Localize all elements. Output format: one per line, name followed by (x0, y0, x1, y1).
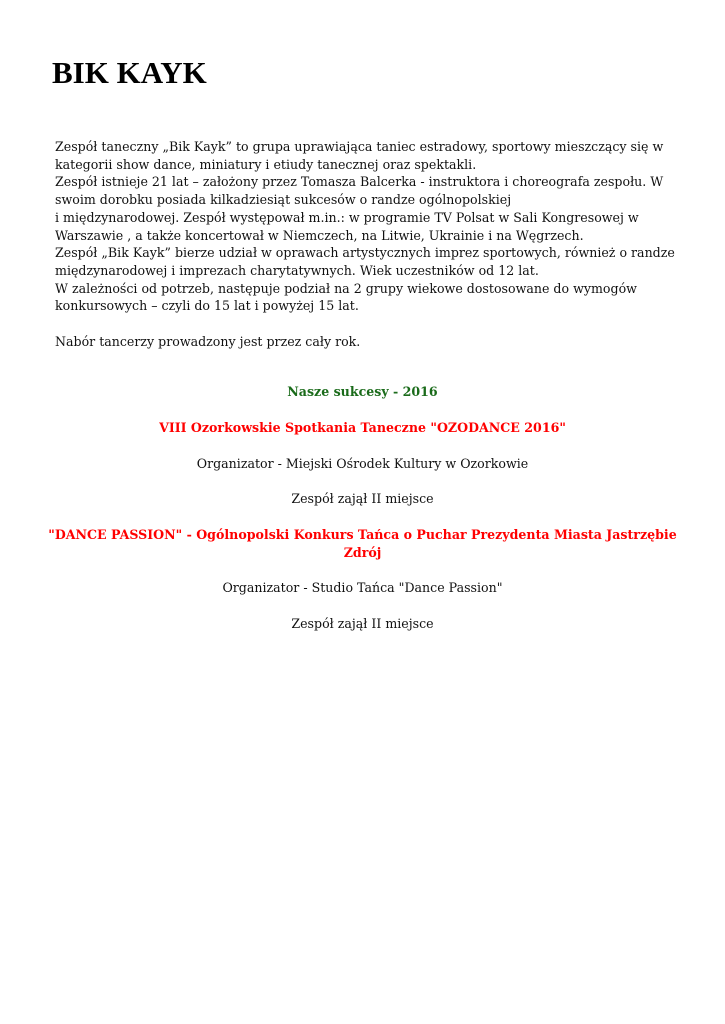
intro-line: i międzynarodowej. Zespół występował m.in.: w programie TV Polsat w Sali Kongresowej w (55, 209, 639, 225)
event-title-ozodance (40, 419, 685, 437)
event-organizer-dance-passion: Organizator - Studio Tańca "Dance Passion" (222, 580, 503, 595)
intro-line: międzynarodowej i imprezach charytatywnych. Wiek uczestników od 12 lat. (55, 262, 539, 278)
intro-line: swoim dorobku posiada kilkadziesiąt sukcesów o randze ogólnopolskiej (55, 192, 512, 208)
intro-paragraph (55, 138, 675, 315)
event-result-dance-passion: Zespół zajął II miejsce (291, 616, 434, 631)
page-title: BIK KAYK (52, 55, 207, 90)
event-title-line: "DANCE PASSION" - Ogólnopolski Konkurs Tańca o Puchar Prezydenta Miasta Jastrzębie (48, 527, 677, 542)
intro-line: W zależności od potrzeb, następuje podział na 2 grupy wiekowe dostosowane do wymogów (55, 280, 637, 296)
intro-line: konkursowych – czyli do 15 lat i powyżej 15 lat. (55, 298, 359, 314)
intro-line: Zespół taneczny „Bik Kayk” to grupa uprawiająca taniec estradowy, sportowy mieszczący się w (55, 139, 664, 154)
event-result-ozodance: Zespół zajął II miejsce (291, 491, 434, 506)
event-title-dance-passion (40, 526, 685, 561)
event-title-line: VIII Ozorkowskie Spotkania Taneczne "OZODANCE 2016" (159, 420, 566, 435)
event-title-line: Zdrój (343, 544, 382, 560)
recruitment-note: Nabór tancerzy prowadzony jest przez cały rok. (55, 334, 361, 349)
intro-line: Zespół istnieje 21 lat – założony przez Tomasza Balcerka - instruktora i choreografa zespołu. W (55, 174, 664, 190)
intro-line: Warszawie , a także koncertował w Niemczech, na Litwie, Ukrainie i na Węgrzech. (55, 227, 584, 243)
event-organizer-ozodance: Organizator - Miejski Ośrodek Kultury w Ozorkowie (196, 456, 529, 471)
successes-heading: Nasze sukcesy - 2016 (287, 384, 438, 399)
intro-line: kategorii show dance, miniatury i etiudy tanecznej oraz spektakli. (55, 156, 477, 172)
intro-line: Zespół „Bik Kayk” bierze udział w oprawach artystycznych imprez sportowych, również o randze (55, 245, 675, 261)
